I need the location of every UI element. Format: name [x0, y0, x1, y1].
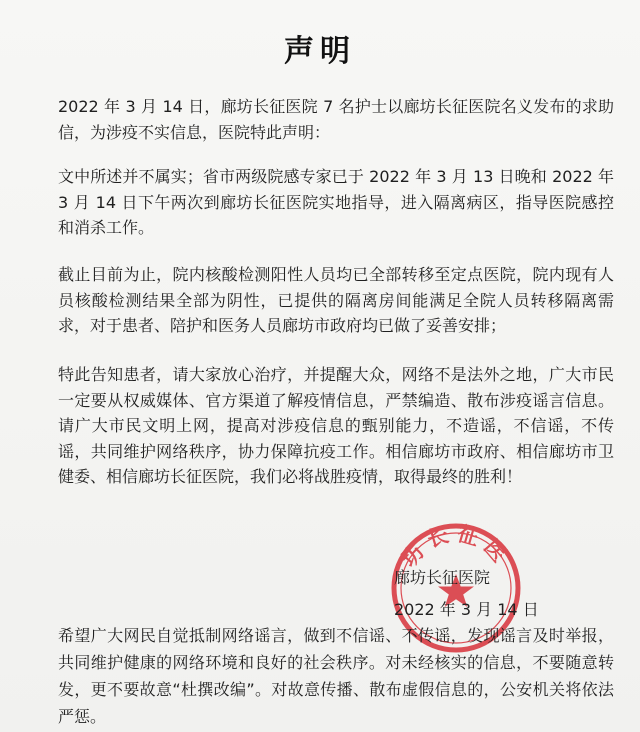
- paragraph-notice: 特此告知患者，请大家放心治疗，并提醒大众，网络不是法外之地，广大市民一定要从权威媒体、官方渠道了解疫情信息，严禁编造、散布涉疫谣言信息。请广大市民文明上网，提高对涉疫信息的甄别能力，不造谣，不信谣，不传谣，共同维护网络秩序，协力保障抗疫工作。相信廊坊市政府、相信廊坊市卫健委、相信廊坊长征医院，我们必将战胜疫情，取得最终的胜利！: [58, 365, 614, 486]
- signature-name: 廊坊长征医院: [394, 568, 491, 587]
- paragraph-status: 截止目前为止，院内核酸检测阳性人员均已全部转移至定点医院，院内现有人员核酸检测结果全部为阴性，已提供的隔离房间能满足全院人员转移隔离需求，对于患者、陪护和医务人员廊坊市政府均已做了妥善安排；: [58, 265, 614, 335]
- paragraph-intro: 2022 年 3 月 14 日，廊坊长征医院 7 名护士以廊坊长征医院名义发布的求助信，为涉疫不实信息，医院特此声明：: [58, 97, 614, 142]
- paragraph-appeal: 希望广大网民自觉抵制网络谣言，做到不信谣、不传谣，发现谣言及时举报，共同维护健康的网络环境和良好的社会秩序。对未经核实的信息，不要随意转发，更不要故意“杜撰改编”。对故意传播、散布虚假信息的，公安机关将依法严惩。: [58, 626, 614, 726]
- document-title: 声明: [284, 34, 356, 69]
- svg-text:坊长征医: 坊长征医: [397, 521, 515, 572]
- paragraph-clarification: 文中所述并不属实；省市两级院感专家已于 2022 年 3 月 13 日晚和 2022 年 3 月 14 日下午两次到廊坊长征医院实地指导，进入隔离病区，指导医院感控和消杀工作。: [58, 167, 614, 237]
- signature-date: 2022 年 3 月 14 日: [394, 600, 539, 619]
